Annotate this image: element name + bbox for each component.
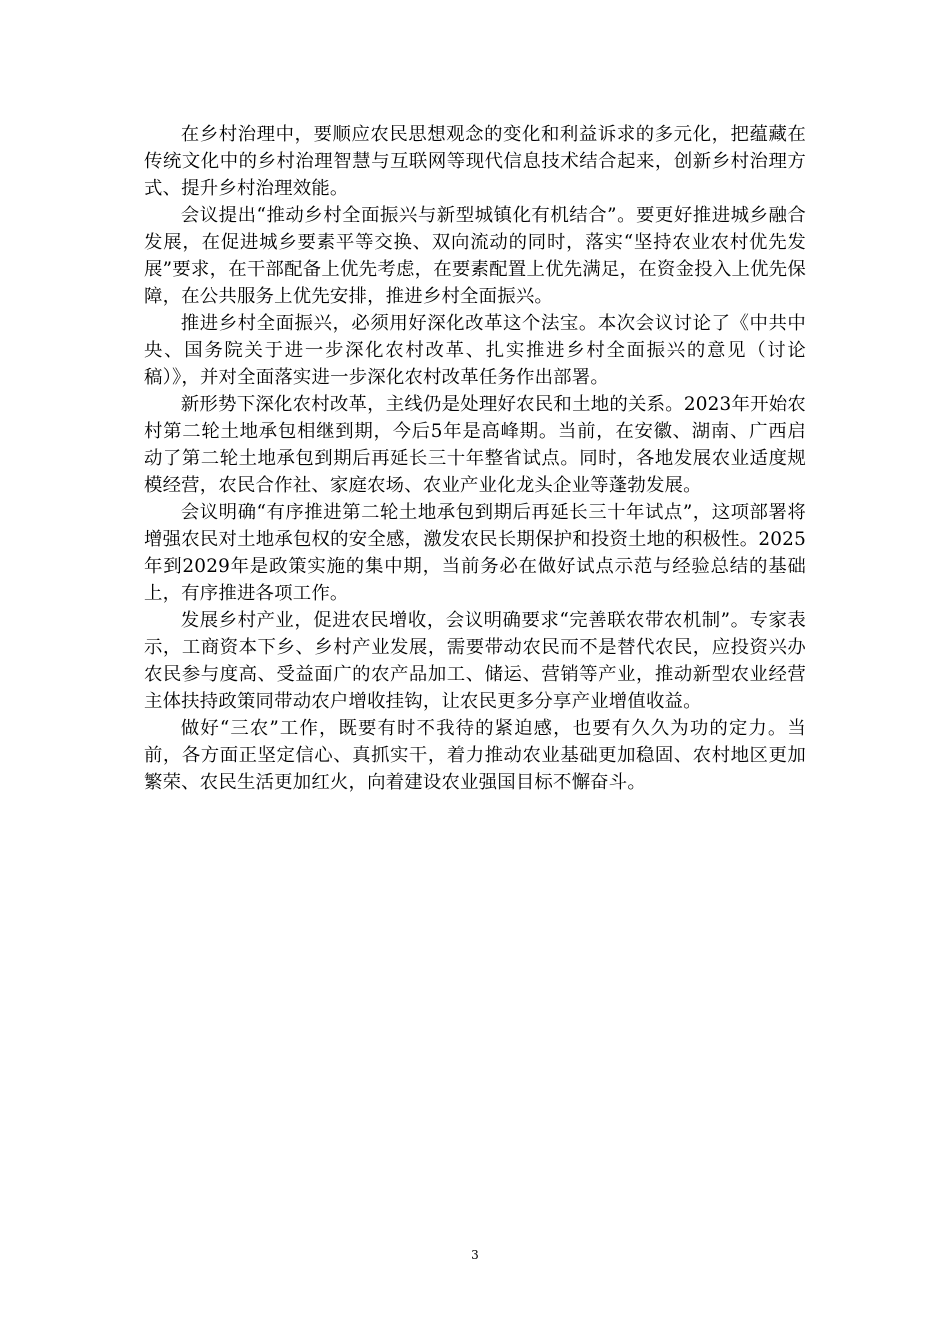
paragraph-conclusion: 做好“三农”工作，既要有时不我待的紧迫感，也要有久久为功的定力。当前，各方面正坚定信心、真抓实干，着力推动农业基础更加稳固、农村地区更加繁荣、农民生活更加红火，向着建设农业强国目标不懈奋斗。	[144, 718, 806, 793]
document-body	[144, 121, 806, 796]
paragraph-rural-industry: 发展乡村产业，促进农民增收，会议明确要求“完善联农带农机制”。专家表示，工商资本下乡、乡村产业发展，需要带动农民而不是替代农民，应投资兴办农民参与度高、受益面广的农产品加工、储运、营销等产业，推动新型农业经营主体扶持政策同带动农户增收挂钩，让农民更多分享产业增值收益。	[144, 610, 806, 712]
paragraph-extension-pilot: 会议明确“有序推进第二轮土地承包到期后再延长三十年试点”，这项部署将增强农民对土地承包权的安全感，激发农民长期保护和投资土地的积极性。2025年到2029年是政策实施的集中期，当前务必在做好试点示范与经验总结的基础上，有序推进各项工作。	[144, 502, 806, 604]
paragraph-land-contract: 新形势下深化农村改革，主线仍是处理好农民和土地的关系。2023年开始农村第二轮土地承包相继到期，今后5年是高峰期。当前，在安徽、湖南、广西启动了第二轮土地承包到期后再延长三十年整省试点。同时，各地发展农业适度规模经营，农民合作社、家庭农场、农业产业化龙头企业等蓬勃发展。	[144, 394, 806, 496]
paragraph-rural-governance: 在乡村治理中，要顺应农民思想观念的变化和利益诉求的多元化，把蕴藏在传统文化中的乡村治理智慧与互联网等现代信息技术结合起来，创新乡村治理方式、提升乡村治理效能。	[144, 124, 806, 199]
paragraph-deepen-reform: 推进乡村全面振兴，必须用好深化改革这个法宝。本次会议讨论了《中共中央、国务院关于进一步深化农村改革、扎实推进乡村全面振兴的意见（讨论稿）》，并对全面落实进一步深化农村改革任务作出部署。	[144, 313, 806, 388]
page-number: 3	[471, 1248, 479, 1262]
paragraph-urban-rural-integration: 会议提出“推动乡村全面振兴与新型城镇化有机结合”。要更好推进城乡融合发展，在促进城乡要素平等交换、双向流动的同时，落实“坚持农业农村优先发展”要求，在干部配备上优先考虑，在要素配置上优先满足，在资金投入上优先保障，在公共服务上优先安排，推进乡村全面振兴。	[144, 205, 806, 307]
